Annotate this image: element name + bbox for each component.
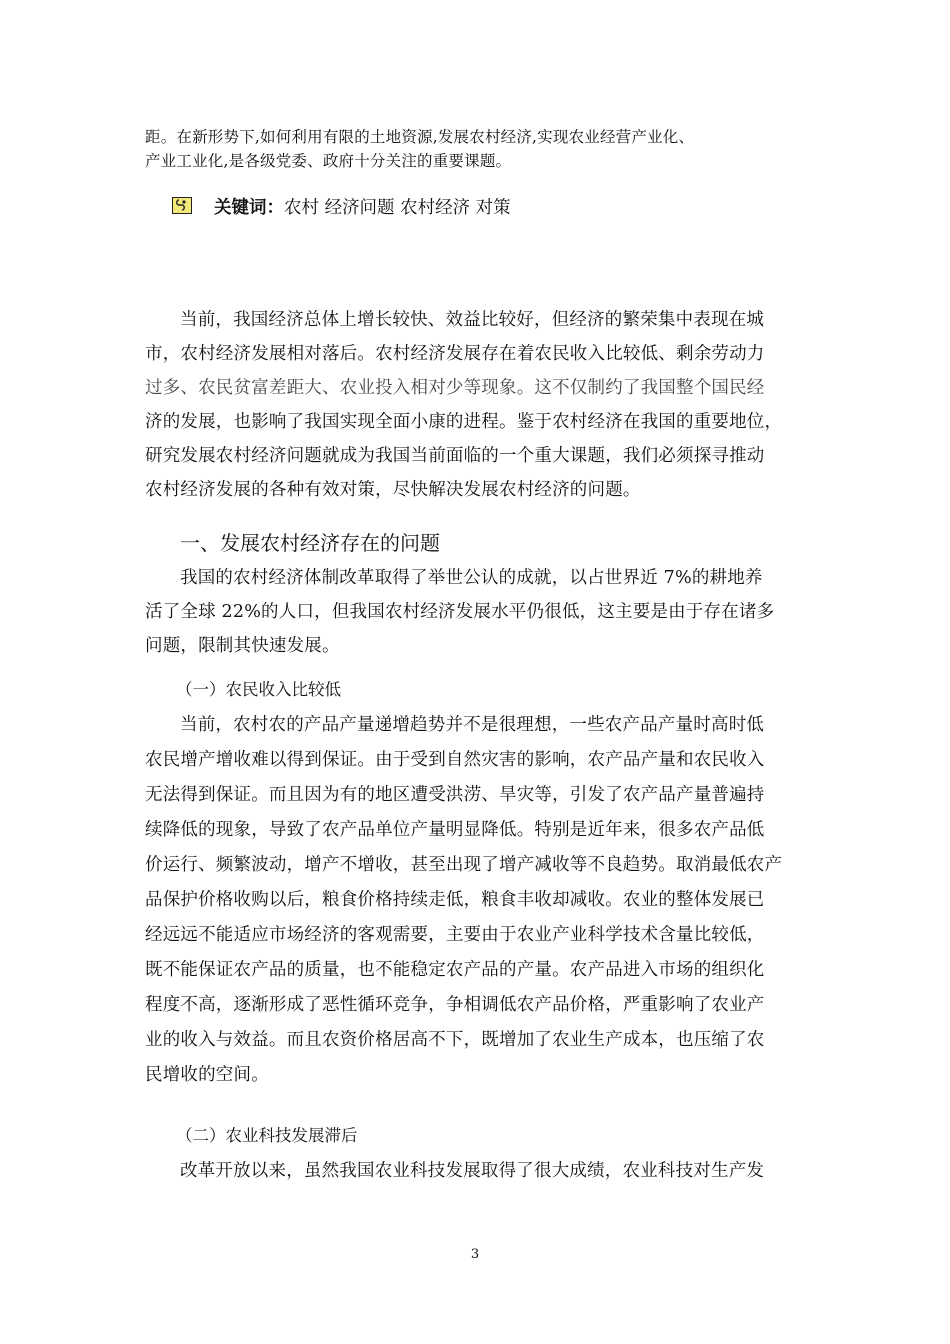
paragraph-line: 济的发展，也影响了我国实现全面小康的进程。鉴于农村经济在我国的重要地位， <box>145 412 783 432</box>
paragraph-line: 续降低的现象，导致了农产品单位产量明显降低。特别是近年来，很多农产品低 <box>145 820 765 840</box>
paragraph-line: 经远远不能适应市场经济的客观需要，主要由于农业产业科学技术含量比较低， <box>145 925 765 945</box>
paragraph-line: 农民增产增收难以得到保证。由于受到自然灾害的影响，农产品产量和农民收入 <box>145 750 765 770</box>
subsection-heading: （一）农民收入比较低 <box>176 680 341 699</box>
paragraph-line: 当前，我国经济总体上增长较快、效益比较好，但经济的繁荣集中表现在城 <box>180 310 765 330</box>
paragraph-line: 活了全球 22%的人口，但我国农村经济发展水平仍很低，这主要是由于存在诸多 <box>145 602 775 622</box>
paragraph-line: 我国的农村经济体制改革取得了举世公认的成就，以占世界近 7%的耕地养 <box>180 568 763 588</box>
paragraph-line: 程度不高，逐渐形成了恶性循环竞争，争相调低农产品价格，严重影响了农业产 <box>145 995 765 1015</box>
paragraph-line: 问题，限制其快速发展。 <box>145 636 340 656</box>
paragraph-line: 当前，农村农的产品产量递增趋势并不是很理想，一些农产品产量时高时低 <box>180 715 765 735</box>
paragraph-line: 无法得到保证。而且因为有的地区遭受洪涝、旱灾等，引发了农产品产量普遍持 <box>145 785 765 805</box>
paragraph-line: 既不能保证农产品的质量，也不能稳定农产品的产量。农产品进入市场的组织化 <box>145 960 765 980</box>
paragraph-line: 过多、农民贫富差距大、农业投入相对少等现象。这不仅制约了我国整个国民经 <box>145 378 765 398</box>
paragraph-line: 品保护价格收购以后，粮食价格持续走低，粮食丰收却减收。农业的整体发展已 <box>145 890 765 910</box>
paragraph-line: 研究发展农村经济问题就成为我国当前面临的一个重大课题，我们必须探寻推动 <box>145 446 765 466</box>
paragraph-line: 农村经济发展的各种有效对策，尽快解决发展农村经济的问题。 <box>145 480 641 500</box>
section-heading: 一、发展农村经济存在的问题 <box>180 531 440 555</box>
keywords-label: 关键词： <box>214 198 284 218</box>
paragraph-line: 业的收入与效益。而且农资价格居高不下，既增加了农业生产成本，也压缩了农 <box>145 1030 765 1050</box>
abstract-line: 产业工业化,是各级党委、政府十分关注的重要课题。 <box>145 152 512 170</box>
paragraph-line: 市，农村经济发展相对落后。农村经济发展存在着农民收入比较低、剩余劳动力 <box>145 344 765 364</box>
paragraph-line: 民增收的空间。 <box>145 1065 269 1085</box>
keyword-icon <box>172 197 192 214</box>
abstract-line: 距。在新形势下,如何利用有限的土地资源,发展农村经济,实现农业经营产业化、 <box>145 128 695 146</box>
paragraph-line: 改革开放以来，虽然我国农业科技发展取得了很大成绩，农业科技对生产发 <box>180 1161 765 1181</box>
subsection-heading: （二）农业科技发展滞后 <box>176 1126 358 1145</box>
paragraph-line: 价运行、频繁波动，增产不增收，甚至出现了增产减收等不良趋势。取消最低农产 <box>145 855 783 875</box>
page-number: 3 <box>470 1247 480 1262</box>
keywords-terms: 农村 经济问题 农村经济 对策 <box>284 198 511 218</box>
keywords-row <box>214 196 511 220</box>
